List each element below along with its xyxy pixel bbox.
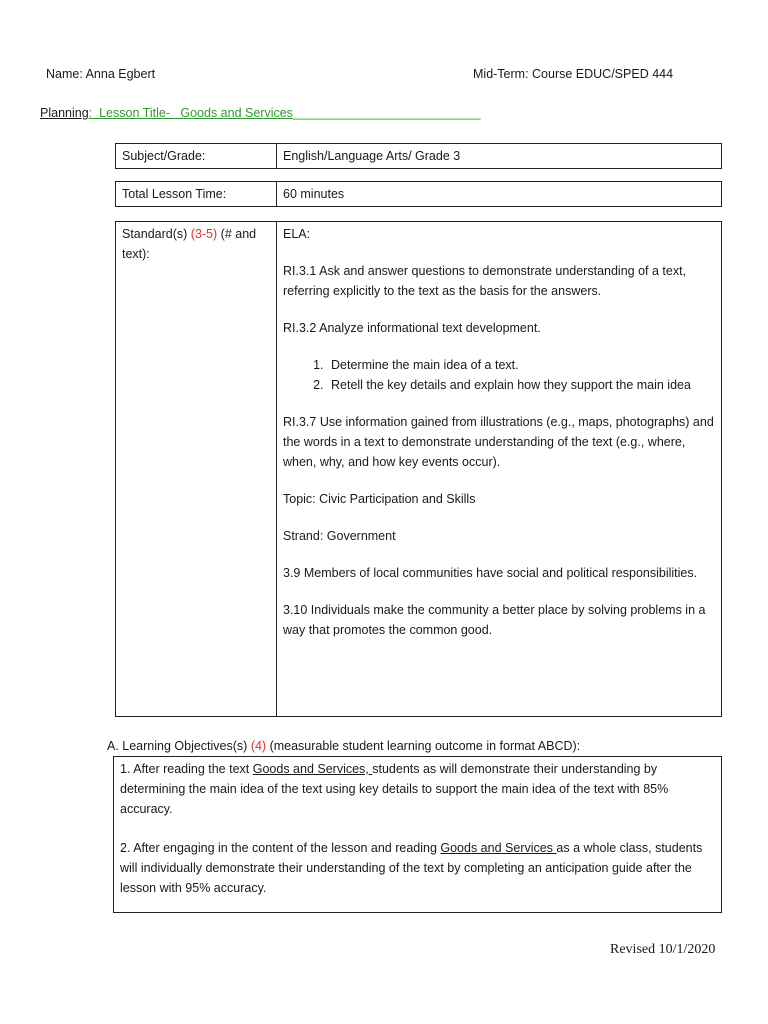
standards-content [277, 222, 722, 717]
student-name: Name: Anna Egbert [46, 67, 156, 81]
ela-heading: ELA: [283, 227, 311, 241]
standard-3-10: 3.10 Individuals make the community a better place by solving problems in a way that promotes the common good. [283, 603, 706, 637]
subject-label: Subject/Grade: [116, 144, 277, 169]
strand-line: Strand: Government [283, 529, 396, 543]
table-row [116, 222, 722, 717]
standard-3-9: 3.9 Members of local communities have social and political responsibilities. [283, 566, 698, 580]
subject-table [115, 143, 722, 169]
time-label: Total Lesson Time: [116, 182, 277, 207]
objectives-heading: A. Learning Objectives(s) (4) (measurable student learning outcome in format ABCD): [107, 739, 581, 753]
lesson-title-blank: ___________________________ [292, 106, 481, 120]
table-row [116, 144, 722, 169]
time-table [115, 181, 722, 207]
standard-ri31: RI.3.1 Ask and answer questions to demonstrate understanding of a text, referring explicitly to the text as the basis for the answers. [283, 264, 687, 298]
ri32-sublist [283, 355, 715, 395]
time-value: 60 minutes [277, 182, 722, 207]
subject-value: English/Language Arts/ Grade 3 [277, 144, 722, 169]
objectives-count: (4) [250, 739, 267, 753]
list-item: 1. Determine the main idea of a text. [327, 355, 715, 375]
standards-label: Standard(s) (3-5) (# and text): [116, 222, 277, 717]
planning-colon: : [88, 106, 93, 120]
lesson-title: Lesson Title- Goods and Services [92, 106, 293, 120]
revised-date: Revised 10/1/2020 [610, 942, 716, 957]
objectives-box [113, 756, 722, 913]
course-info: Mid-Term: Course EDUC/SPED 444 [473, 67, 674, 81]
standards-table [115, 221, 722, 717]
planning-line [40, 103, 481, 123]
standard-ri32: RI.3.2 Analyze informational text development. [283, 321, 541, 335]
topic-line: Topic: Civic Participation and Skills [283, 492, 476, 506]
planning-label: Planning [40, 106, 89, 120]
objective-1: 1. After reading the text Goods and Services, students as will demonstrate their understanding by determining the main idea of the text using key details to support the main idea of the text with 85% accuracy. [120, 762, 669, 816]
standard-ri37: RI.3.7 Use information gained from illustrations (e.g., maps, photographs) and the words in a text to demonstrate understanding of the text (e.g., where, when, why, and how key events occur). [283, 415, 714, 469]
list-item: 2. Retell the key details and explain how they support the main idea [327, 375, 715, 395]
objective-2: 2. After engaging in the content of the lesson and reading Goods and Services as a whole class, students will individually demonstrate their understanding of the text by completing an anticipation guide after the lesson with 95% accuracy. [120, 841, 703, 895]
standards-count: (3-5) [190, 227, 218, 241]
book-title: Goods and Services, [252, 762, 373, 776]
table-row [116, 182, 722, 207]
book-title: Goods and Services [440, 841, 557, 855]
